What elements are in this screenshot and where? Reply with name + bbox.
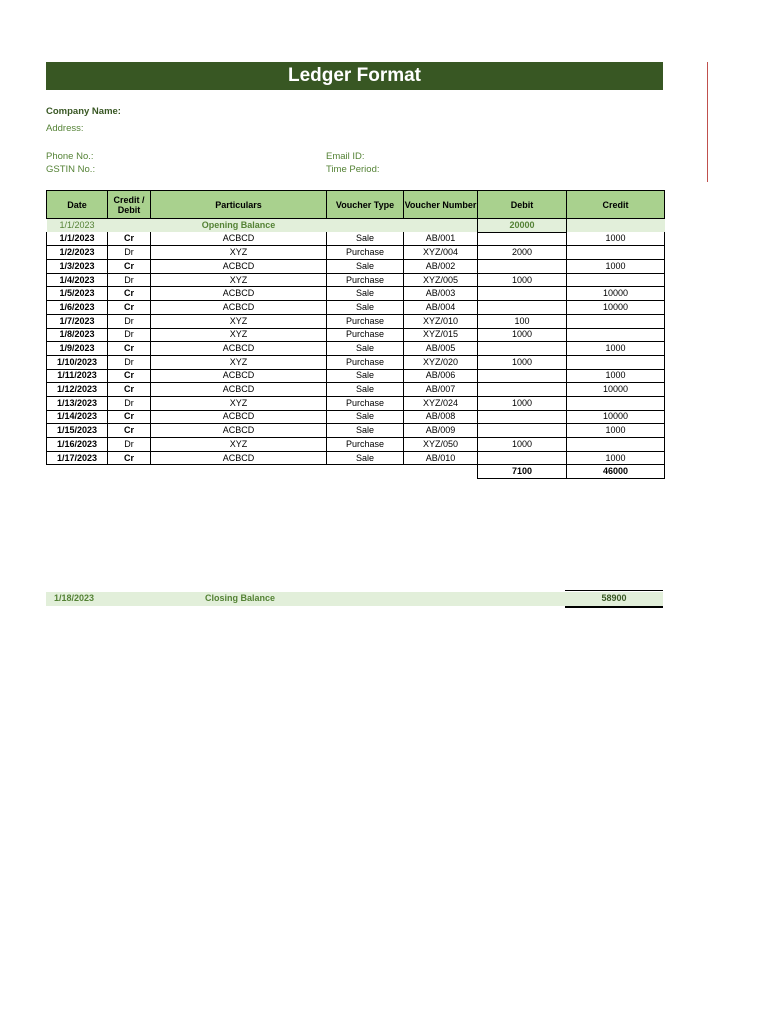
cell-particulars: XYZ xyxy=(151,328,327,342)
cell-voucher-type: Sale xyxy=(327,424,404,438)
cell-debit: 1000 xyxy=(478,355,567,369)
cell-particulars: XYZ xyxy=(151,273,327,287)
cell-date: 1/5/2023 xyxy=(47,287,108,301)
cell-debit xyxy=(478,287,567,301)
header-voucher-type: Voucher Type xyxy=(327,191,404,219)
cell-voucher-type: Purchase xyxy=(327,438,404,452)
cell-particulars: XYZ xyxy=(151,396,327,410)
cell-credit: 1000 xyxy=(567,424,665,438)
cell-voucher-number: XYZ/004 xyxy=(404,246,478,260)
header-row xyxy=(47,191,665,219)
totals-row xyxy=(47,465,665,479)
cell-credit xyxy=(567,355,665,369)
closing-label: Closing Balance xyxy=(205,593,276,603)
cell-voucher-number: XYZ/015 xyxy=(404,328,478,342)
cell-voucher-type: Sale xyxy=(327,287,404,301)
cell-particulars: ACBCD xyxy=(151,301,327,315)
cell-credit-debit: Cr xyxy=(108,451,151,465)
cell-voucher-number: XYZ/005 xyxy=(404,273,478,287)
cell-particulars: ACBCD xyxy=(151,451,327,465)
header-debit: Debit xyxy=(478,191,567,219)
cell-credit-debit: Dr xyxy=(108,314,151,328)
cell-credit-debit: Cr xyxy=(108,383,151,397)
table-row xyxy=(47,301,665,315)
cell-particulars: XYZ xyxy=(151,246,327,260)
cell-credit-debit: Cr xyxy=(108,424,151,438)
cell-debit: 100 xyxy=(478,314,567,328)
cell-voucher-number: XYZ/010 xyxy=(404,314,478,328)
table-row xyxy=(47,328,665,342)
table-row xyxy=(47,451,665,465)
closing-amount: 58900 xyxy=(565,590,663,608)
cell-voucher-type: Sale xyxy=(327,260,404,274)
cell-credit-debit: Dr xyxy=(108,246,151,260)
cell-particulars: XYZ xyxy=(151,314,327,328)
cell-voucher-number: AB/007 xyxy=(404,383,478,397)
cell-credit xyxy=(567,314,665,328)
cell-date: 1/14/2023 xyxy=(47,410,108,424)
cell-debit: 1000 xyxy=(478,328,567,342)
cell-date: 1/4/2023 xyxy=(47,273,108,287)
opening-debit: 20000 xyxy=(478,219,567,233)
cell-particulars: ACBCD xyxy=(151,342,327,356)
cell-date: 1/17/2023 xyxy=(47,451,108,465)
cell-date: 1/7/2023 xyxy=(47,314,108,328)
header-credit: Credit xyxy=(567,191,665,219)
cell-debit: 1000 xyxy=(478,438,567,452)
total-credit: 46000 xyxy=(567,465,665,479)
cell-debit xyxy=(478,301,567,315)
cell-credit xyxy=(567,273,665,287)
cell-voucher-type: Purchase xyxy=(327,328,404,342)
cell-date: 1/6/2023 xyxy=(47,301,108,315)
cell-debit xyxy=(478,232,567,246)
cell-credit-debit: Cr xyxy=(108,301,151,315)
page-break-line xyxy=(707,62,708,182)
cell-credit-debit: Cr xyxy=(108,410,151,424)
cell-date: 1/16/2023 xyxy=(47,438,108,452)
cell-credit: 10000 xyxy=(567,410,665,424)
cell-credit: 1000 xyxy=(567,369,665,383)
cell-voucher-number: AB/004 xyxy=(404,301,478,315)
table-row xyxy=(47,273,665,287)
cell-voucher-number: AB/009 xyxy=(404,424,478,438)
email-label: Email ID: xyxy=(326,151,365,162)
address-label: Address: xyxy=(46,123,84,134)
table-row xyxy=(47,342,665,356)
cell-credit-debit: Dr xyxy=(108,328,151,342)
cell-credit-debit: Cr xyxy=(108,287,151,301)
cell-particulars: ACBCD xyxy=(151,260,327,274)
cell-credit-debit: Cr xyxy=(108,260,151,274)
cell-voucher-number: AB/008 xyxy=(404,410,478,424)
header-voucher-number: Voucher Number xyxy=(404,191,478,219)
opening-balance-row xyxy=(47,219,665,233)
cell-voucher-type: Purchase xyxy=(327,314,404,328)
cell-voucher-number: AB/005 xyxy=(404,342,478,356)
cell-credit: 10000 xyxy=(567,287,665,301)
cell-credit-debit: Dr xyxy=(108,273,151,287)
cell-credit xyxy=(567,396,665,410)
table-row xyxy=(47,383,665,397)
cell-credit xyxy=(567,246,665,260)
cell-credit-debit: Cr xyxy=(108,232,151,246)
cell-debit xyxy=(478,383,567,397)
total-debit: 7100 xyxy=(478,465,567,479)
table-row xyxy=(47,438,665,452)
cell-credit xyxy=(567,328,665,342)
cell-date: 1/11/2023 xyxy=(47,369,108,383)
cell-credit: 1000 xyxy=(567,232,665,246)
table-row xyxy=(47,232,665,246)
table-row xyxy=(47,424,665,438)
cell-date: 1/10/2023 xyxy=(47,355,108,369)
cell-credit: 10000 xyxy=(567,301,665,315)
cell-particulars: XYZ xyxy=(151,355,327,369)
cell-voucher-type: Purchase xyxy=(327,396,404,410)
cell-particulars: ACBCD xyxy=(151,287,327,301)
ledger-table xyxy=(46,190,665,479)
table-row xyxy=(47,260,665,274)
cell-voucher-number: AB/010 xyxy=(404,451,478,465)
cell-credit-debit: Dr xyxy=(108,396,151,410)
table-row xyxy=(47,369,665,383)
cell-debit xyxy=(478,424,567,438)
cell-voucher-number: XYZ/024 xyxy=(404,396,478,410)
cell-credit-debit: Dr xyxy=(108,438,151,452)
cell-credit: 1000 xyxy=(567,342,665,356)
cell-debit: 2000 xyxy=(478,246,567,260)
cell-date: 1/12/2023 xyxy=(47,383,108,397)
time-period-label: Time Period: xyxy=(326,164,380,175)
cell-credit: 1000 xyxy=(567,451,665,465)
cell-voucher-type: Sale xyxy=(327,451,404,465)
cell-credit xyxy=(567,438,665,452)
cell-voucher-type: Sale xyxy=(327,369,404,383)
table-row xyxy=(47,355,665,369)
cell-credit-debit: Cr xyxy=(108,369,151,383)
cell-voucher-type: Sale xyxy=(327,232,404,246)
cell-date: 1/9/2023 xyxy=(47,342,108,356)
cell-date: 1/15/2023 xyxy=(47,424,108,438)
table-row xyxy=(47,410,665,424)
cell-voucher-number: AB/003 xyxy=(404,287,478,301)
cell-voucher-type: Sale xyxy=(327,410,404,424)
opening-label: Opening Balance xyxy=(151,219,327,233)
cell-voucher-type: Purchase xyxy=(327,246,404,260)
cell-particulars: XYZ xyxy=(151,438,327,452)
cell-voucher-type: Purchase xyxy=(327,273,404,287)
cell-date: 1/13/2023 xyxy=(47,396,108,410)
cell-debit xyxy=(478,260,567,274)
cell-voucher-type: Sale xyxy=(327,342,404,356)
cell-voucher-number: AB/001 xyxy=(404,232,478,246)
cell-debit: 1000 xyxy=(478,396,567,410)
cell-debit: 1000 xyxy=(478,273,567,287)
cell-debit xyxy=(478,451,567,465)
cell-voucher-number: XYZ/020 xyxy=(404,355,478,369)
company-name-label: Company Name: xyxy=(46,106,121,117)
cell-particulars: ACBCD xyxy=(151,424,327,438)
cell-voucher-number: XYZ/050 xyxy=(404,438,478,452)
table-row xyxy=(47,287,665,301)
closing-date: 1/18/2023 xyxy=(54,593,95,603)
cell-date: 1/1/2023 xyxy=(47,232,108,246)
header-credit-debit: Credit / Debit xyxy=(108,191,151,219)
cell-date: 1/2/2023 xyxy=(47,246,108,260)
cell-voucher-type: Purchase xyxy=(327,355,404,369)
gstin-label: GSTIN No.: xyxy=(46,164,96,175)
cell-debit xyxy=(478,410,567,424)
cell-particulars: ACBCD xyxy=(151,232,327,246)
cell-date: 1/3/2023 xyxy=(47,260,108,274)
cell-voucher-number: AB/002 xyxy=(404,260,478,274)
closing-balance-row xyxy=(46,592,663,606)
header-particulars: Particulars xyxy=(151,191,327,219)
cell-particulars: ACBCD xyxy=(151,410,327,424)
cell-credit-debit: Dr xyxy=(108,355,151,369)
cell-particulars: ACBCD xyxy=(151,369,327,383)
cell-credit: 10000 xyxy=(567,383,665,397)
table-row xyxy=(47,314,665,328)
cell-voucher-type: Sale xyxy=(327,301,404,315)
phone-label: Phone No.: xyxy=(46,151,94,162)
table-row xyxy=(47,246,665,260)
cell-voucher-type: Sale xyxy=(327,383,404,397)
table-row xyxy=(47,396,665,410)
cell-date: 1/8/2023 xyxy=(47,328,108,342)
page-title: Ledger Format xyxy=(46,62,663,90)
cell-credit: 1000 xyxy=(567,260,665,274)
cell-particulars: ACBCD xyxy=(151,383,327,397)
cell-voucher-number: AB/006 xyxy=(404,369,478,383)
cell-debit xyxy=(478,342,567,356)
opening-date: 1/1/2023 xyxy=(47,219,108,233)
cell-debit xyxy=(478,369,567,383)
cell-credit-debit: Cr xyxy=(108,342,151,356)
header-date: Date xyxy=(47,191,108,219)
